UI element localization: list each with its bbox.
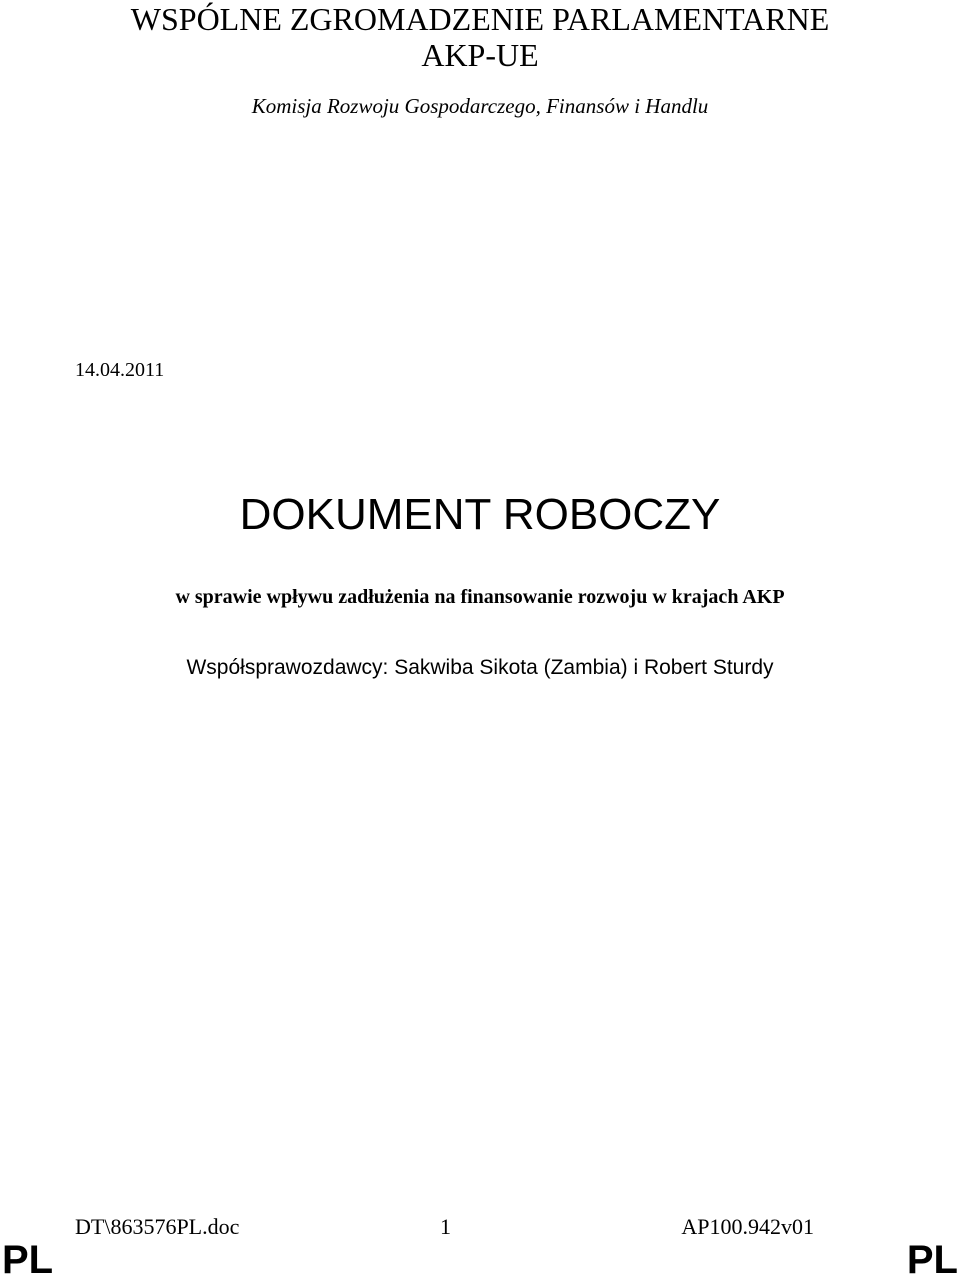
assembly-title-line1: WSPÓLNE ZGROMADZENIE PARLAMENTARNE (130, 1, 830, 37)
co-rapporteurs: Współsprawozdawcy: Sakwiba Sikota (Zambia) i Robert Sturdy (186, 656, 774, 679)
document-type-heading: DOKUMENT ROBOCZY (239, 490, 721, 539)
language-code-left: PL (2, 1238, 54, 1282)
assembly-title-line2: AKP-UE (421, 37, 539, 73)
document-date: 14.04.2011 (75, 359, 165, 381)
footer-doc-code: AP100.942v01 (681, 1214, 814, 1239)
committee-name: Komisja Rozwoju Gospodarczego, Finansów i Handlu (251, 94, 709, 118)
footer-doc-reference: DT\863576PL.doc (75, 1214, 240, 1239)
footer-page-number: 1 (440, 1214, 451, 1239)
language-code-right: PL (906, 1238, 958, 1282)
document-subject: w sprawie wpływu zadłużenia na finansowanie rozwoju w krajach AKP (175, 586, 785, 608)
